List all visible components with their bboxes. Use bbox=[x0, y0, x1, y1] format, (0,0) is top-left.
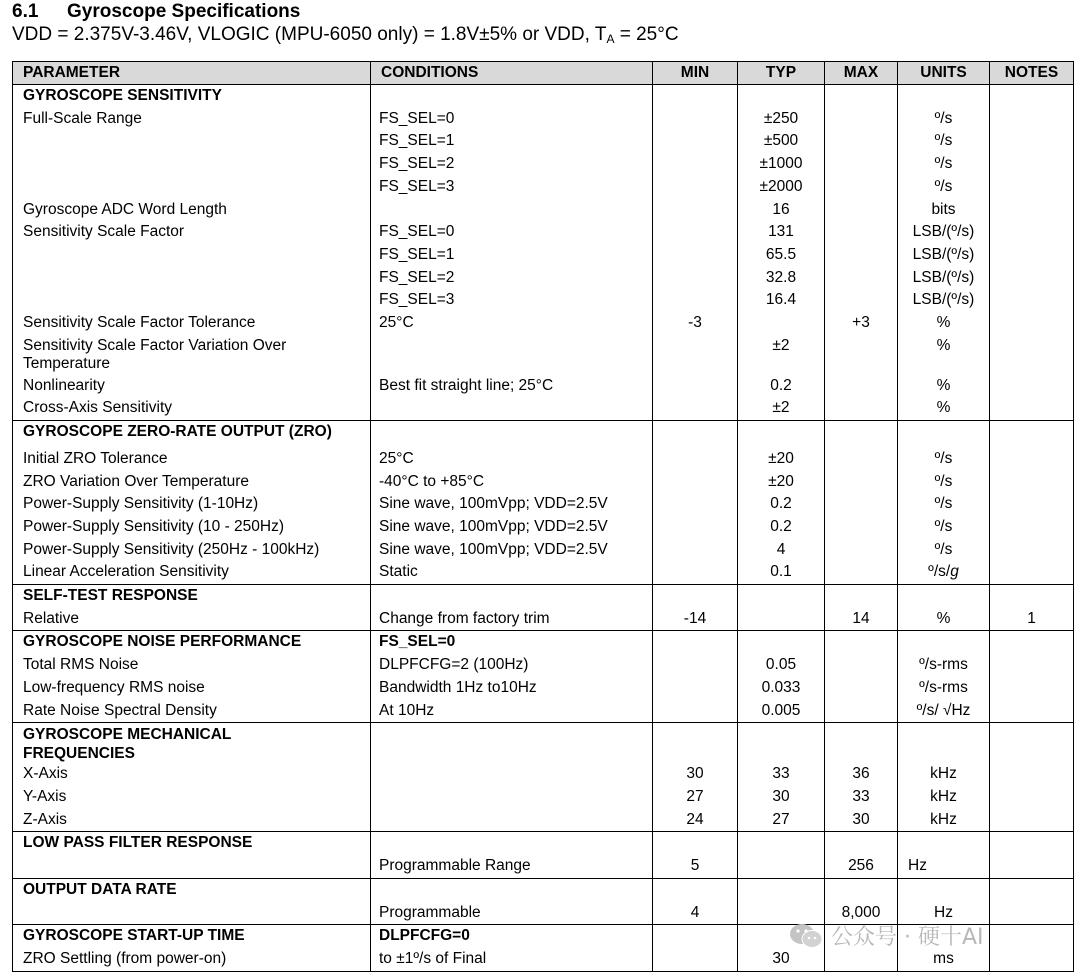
section-mechanical bbox=[13, 723, 1074, 832]
table-row: Nonlinearity Best fit straight line; 25°C 0.2 % bbox=[13, 375, 1074, 398]
table-row: Sensitivity Scale Factor Variation Over Temperature ±2 % bbox=[13, 335, 1074, 375]
table-row bbox=[13, 878, 1074, 901]
table-row bbox=[13, 832, 1074, 855]
table-row bbox=[13, 723, 1074, 764]
table-row: FS_SEL=2 ±1000 º/s bbox=[13, 153, 1074, 176]
table-row: Relative Change from factory trim -14 14 % 1 bbox=[13, 608, 1074, 631]
table-row: FS_SEL=3 ±2000 º/s bbox=[13, 176, 1074, 199]
table-row: ZRO Settling (from power-on) to ±1º/s of Final 30 ms bbox=[13, 948, 1074, 971]
table-header-row bbox=[13, 62, 1074, 85]
header-parameter: PARAMETER bbox=[13, 62, 371, 85]
header-conditions: CONDITIONS bbox=[371, 62, 653, 85]
header-notes: NOTES bbox=[990, 62, 1074, 85]
table-row: Z-Axis 24 27 30 kHz bbox=[13, 809, 1074, 832]
table-row: Gyroscope ADC Word Length 16 bits bbox=[13, 199, 1074, 222]
table-row bbox=[13, 585, 1074, 608]
table-row bbox=[13, 421, 1074, 448]
section-lpf bbox=[13, 832, 1074, 878]
section-title: GYROSCOPE ZERO-RATE OUTPUT (ZRO) bbox=[13, 421, 371, 448]
table-row bbox=[13, 85, 1074, 108]
table-row: GYROSCOPE NOISE PERFORMANCE FS_SEL=0 bbox=[13, 631, 1074, 654]
table-row: Power-Supply Sensitivity (1-10Hz) Sine wave, 100mVpp; VDD=2.5V 0.2 º/s bbox=[13, 493, 1074, 516]
gyroscope-spec-table bbox=[12, 61, 1074, 972]
section-number: 6.1 bbox=[12, 1, 39, 22]
table-row: FS_SEL=1 ±500 º/s bbox=[13, 130, 1074, 153]
section-title: LOW PASS FILTER RESPONSE bbox=[13, 832, 371, 855]
table-row: Sensitivity Scale Factor Tolerance 25°C -3 +3 % bbox=[13, 312, 1074, 335]
header-max: MAX bbox=[825, 62, 898, 85]
section-noise bbox=[13, 631, 1074, 723]
table-row: ZRO Variation Over Temperature -40°C to +85°C ±20 º/s bbox=[13, 471, 1074, 494]
section-sensitivity bbox=[13, 85, 1074, 421]
table-row: Sensitivity Scale Factor FS_SEL=0 131 LSB/(º/s) bbox=[13, 221, 1074, 244]
table-row: Low-frequency RMS noise Bandwidth 1Hz to10Hz 0.033 º/s-rms bbox=[13, 677, 1074, 700]
watermark-text: 公众号 · 硬十AI bbox=[831, 925, 984, 950]
section-title: GYROSCOPE NOISE PERFORMANCE bbox=[13, 631, 371, 654]
table-row: X-Axis 30 33 36 kHz bbox=[13, 763, 1074, 786]
section-title: GYROSCOPE START-UP TIME bbox=[13, 925, 371, 948]
section-title: OUTPUT DATA RATE bbox=[13, 878, 371, 901]
table-row: FS_SEL=1 65.5 LSB/(º/s) bbox=[13, 244, 1074, 267]
table-row: Initial ZRO Tolerance 25°C ±20 º/s bbox=[13, 448, 1074, 471]
table-row: GYROSCOPE START-UP TIME DLPFCFG=0 bbox=[13, 925, 1074, 948]
section-title: GYROSCOPE MECHANICAL FREQUENCIES bbox=[13, 723, 371, 764]
section-title: GYROSCOPE SENSITIVITY bbox=[13, 85, 371, 108]
section-title: Gyroscope Specifications bbox=[67, 1, 301, 22]
table-row: Rate Noise Spectral Density At 10Hz 0.005 º/s/ √Hz bbox=[13, 700, 1074, 723]
section-self-test bbox=[13, 585, 1074, 631]
table-row: Cross-Axis Sensitivity ±2 % bbox=[13, 397, 1074, 420]
table-row: Full-Scale Range FS_SEL=0 ±250 º/s bbox=[13, 108, 1074, 131]
table-row: Programmable 4 8,000 Hz bbox=[13, 902, 1074, 925]
section-zro bbox=[13, 421, 1074, 585]
table-row: FS_SEL=2 32.8 LSB/(º/s) bbox=[13, 267, 1074, 290]
watermark bbox=[787, 920, 984, 951]
section-title: SELF-TEST RESPONSE bbox=[13, 585, 371, 608]
header-typ: TYP bbox=[738, 62, 825, 85]
table-row: FS_SEL=3 16.4 LSB/(º/s) bbox=[13, 289, 1074, 312]
table-row: Total RMS Noise DLPFCFG=2 (100Hz) 0.05 º/s-rms bbox=[13, 654, 1074, 677]
section-odr bbox=[13, 878, 1074, 924]
table-row: Y-Axis 27 30 33 kHz bbox=[13, 786, 1074, 809]
table-row: Programmable Range 5 256 Hz bbox=[13, 855, 1074, 878]
header-min: MIN bbox=[653, 62, 738, 85]
section-heading bbox=[12, 1, 300, 23]
table-row: Power-Supply Sensitivity (10 - 250Hz) Sine wave, 100mVpp; VDD=2.5V 0.2 º/s bbox=[13, 516, 1074, 539]
operating-conditions: VDD = 2.375V-3.46V, VLOGIC (MPU-6050 only) = 1.8V±5% or VDD, $T_A = 25^\circ C$ bbox=[12, 24, 679, 46]
wechat-icon bbox=[787, 923, 825, 949]
header-units: UNITS bbox=[898, 62, 990, 85]
table-row: Power-Supply Sensitivity (250Hz - 100kHz) Sine wave, 100mVpp; VDD=2.5V 4 º/s bbox=[13, 539, 1074, 562]
table-row: Linear Acceleration Sensitivity Static 0.1 º/s/g bbox=[13, 561, 1074, 584]
